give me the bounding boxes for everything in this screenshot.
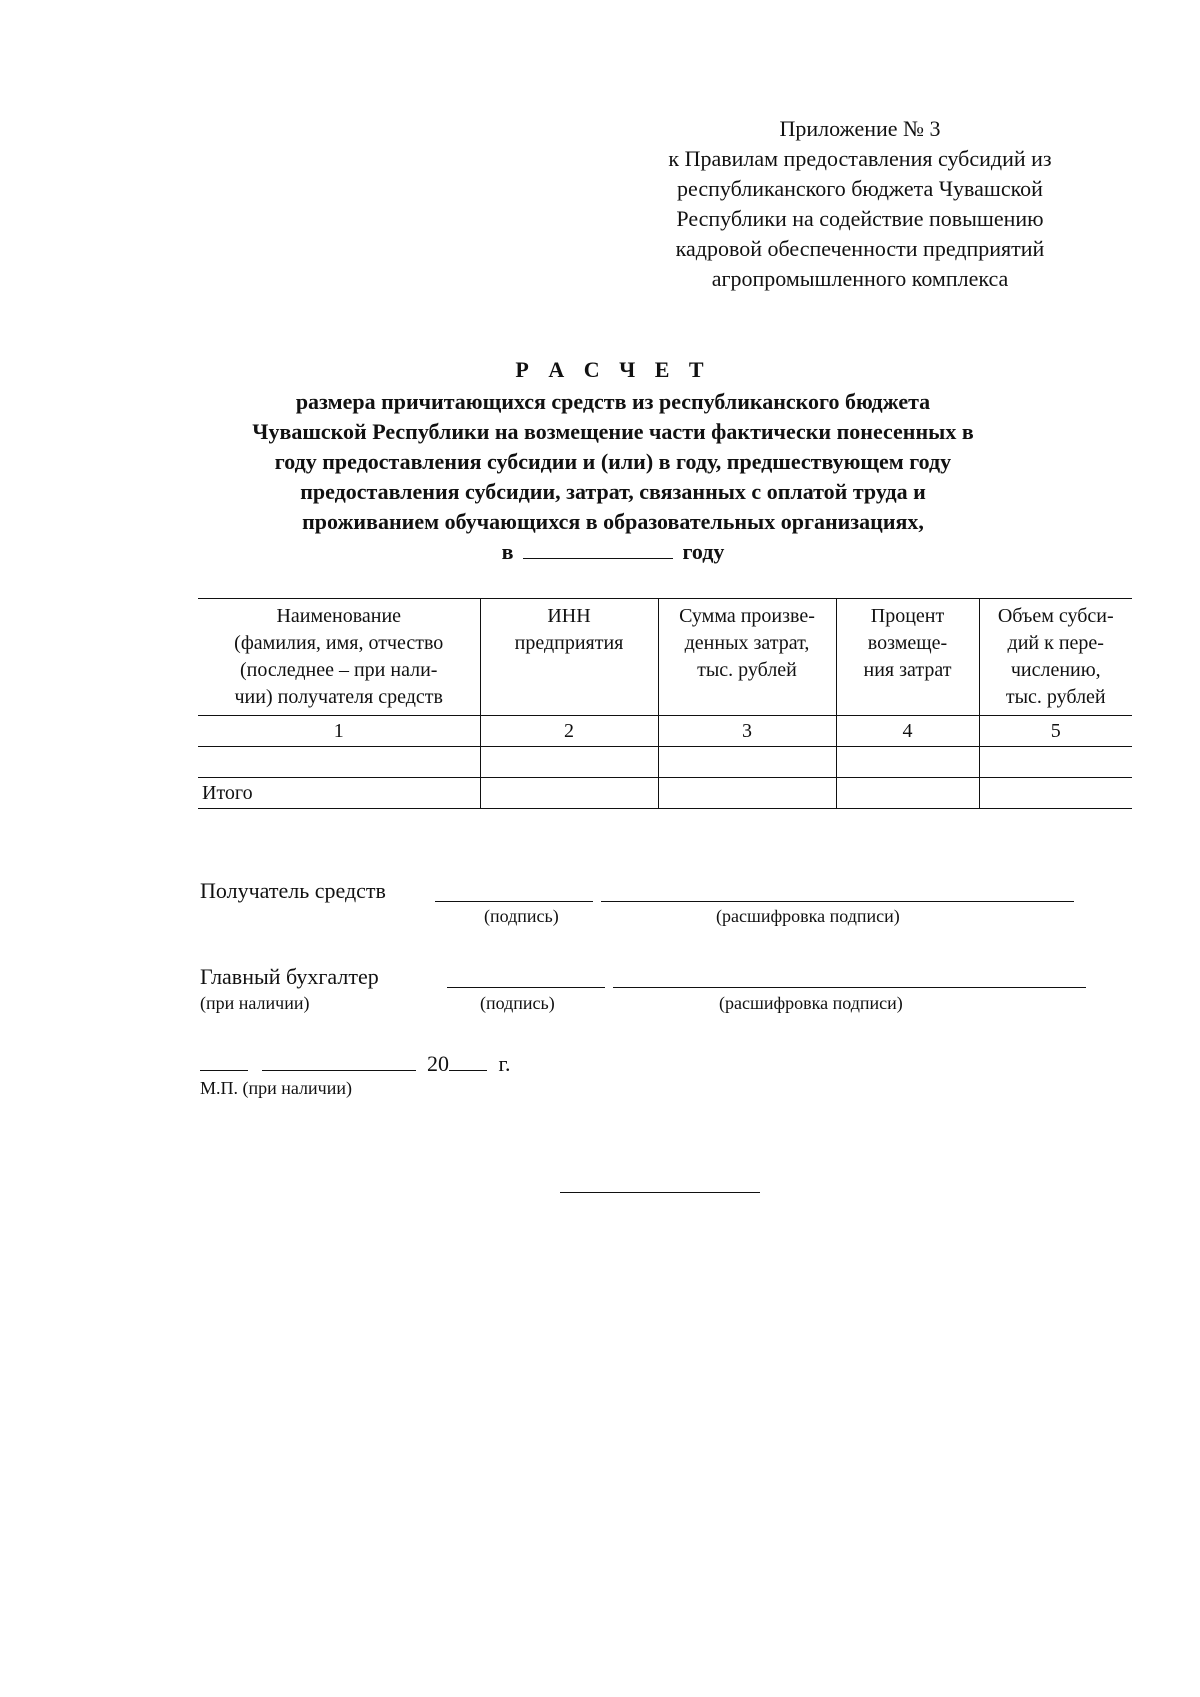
header-text: Объем субси- bbox=[997, 605, 1114, 627]
year-suffix: г. bbox=[498, 1051, 511, 1076]
appendix-line: кадровой обеспеченности предприятий bbox=[675, 236, 1045, 261]
header-text: Сумма произве- bbox=[679, 605, 815, 627]
column-number: 1 bbox=[198, 716, 480, 747]
header-text: Наименование bbox=[276, 605, 402, 627]
header-text: предприятия bbox=[514, 632, 624, 654]
header-text: (фамилия, имя, отчество bbox=[234, 632, 444, 654]
table-row bbox=[198, 747, 1132, 778]
header-text: ния затрат bbox=[863, 659, 952, 681]
table-cell[interactable] bbox=[198, 747, 480, 778]
year-suffix: году bbox=[682, 539, 725, 564]
header-text: числению, bbox=[1010, 659, 1101, 681]
table-cell[interactable] bbox=[658, 778, 836, 809]
header-subsidy-volume bbox=[979, 599, 1132, 716]
header-text: денных затрат, bbox=[684, 632, 810, 654]
header-text: дий к пере- bbox=[1007, 632, 1104, 654]
year-field[interactable] bbox=[449, 1050, 487, 1071]
table-cell[interactable] bbox=[480, 778, 658, 809]
year-prefix: 20 bbox=[427, 1051, 449, 1076]
appendix-line: агропромышленного комплекса bbox=[711, 266, 1009, 291]
stamp-note: М.П. (при наличии) bbox=[200, 1078, 352, 1098]
table-header-row bbox=[198, 599, 1132, 716]
footer-divider bbox=[560, 1192, 760, 1193]
header-text: чии) получателя средств bbox=[234, 686, 443, 708]
title-line: предоставления субсидии, затрат, связанных с оплатой труда и bbox=[300, 479, 926, 504]
appendix-line: республиканского бюджета Чувашской bbox=[677, 176, 1043, 201]
chief-accountant-note: (при наличии) bbox=[200, 993, 310, 1013]
recipient-decoding-field[interactable] bbox=[601, 901, 1074, 902]
column-number: 4 bbox=[836, 716, 979, 747]
total-row bbox=[198, 778, 1132, 809]
recipient-label: Получатель средств bbox=[200, 878, 386, 903]
accountant-decoding-field[interactable] bbox=[613, 987, 1086, 988]
decoding-caption: (расшифровка подписи) bbox=[719, 993, 903, 1013]
date-line bbox=[200, 1050, 511, 1077]
table-cell[interactable] bbox=[836, 747, 979, 778]
header-recipient-name bbox=[198, 599, 480, 716]
title-year-line bbox=[190, 537, 1036, 567]
accountant-signature-field[interactable] bbox=[447, 987, 605, 988]
column-number: 3 bbox=[658, 716, 836, 747]
total-label: Итого bbox=[198, 778, 480, 809]
column-number: 2 bbox=[480, 716, 658, 747]
header-text: (последнее – при нали- bbox=[240, 659, 438, 681]
chief-accountant-label: Главный бухгалтер bbox=[200, 964, 379, 989]
calculation-table bbox=[198, 598, 1132, 809]
column-number-row bbox=[198, 716, 1132, 747]
header-text: возмеще- bbox=[867, 632, 948, 654]
header-text: Процент bbox=[870, 605, 945, 627]
header-inn bbox=[480, 599, 658, 716]
header-text: ИНН bbox=[547, 605, 591, 627]
table-cell[interactable] bbox=[480, 747, 658, 778]
year-blank-field[interactable] bbox=[523, 538, 673, 559]
appendix-header bbox=[620, 114, 1100, 294]
day-field[interactable] bbox=[200, 1050, 248, 1071]
signature-caption: (подпись) bbox=[480, 993, 555, 1013]
document-title bbox=[190, 355, 1036, 567]
decoding-caption: (расшифровка подписи) bbox=[716, 906, 900, 926]
header-costs-sum bbox=[658, 599, 836, 716]
table-cell[interactable] bbox=[979, 778, 1132, 809]
month-field[interactable] bbox=[262, 1050, 416, 1071]
title-line: Чувашской Республики на возмещение части фактически понесенных в bbox=[252, 419, 974, 444]
title-heading: Р А С Ч Е Т bbox=[515, 357, 711, 382]
table-cell[interactable] bbox=[979, 747, 1132, 778]
appendix-line: Приложение № 3 bbox=[779, 116, 941, 141]
appendix-line: Республики на содействие повышению bbox=[676, 206, 1044, 231]
appendix-line: к Правилам предоставления субсидий из bbox=[668, 146, 1052, 171]
table-cell[interactable] bbox=[658, 747, 836, 778]
header-text: тыс. рублей bbox=[1005, 686, 1106, 708]
table-cell[interactable] bbox=[836, 778, 979, 809]
title-line: году предоставления субсидии и (или) в году, предшествующем году bbox=[274, 449, 952, 474]
year-prefix: в bbox=[501, 539, 514, 564]
recipient-signature-field[interactable] bbox=[435, 901, 593, 902]
title-line: проживанием обучающихся в образовательных организациях, bbox=[302, 509, 924, 534]
header-text: тыс. рублей bbox=[697, 659, 797, 681]
header-reimbursement-percent bbox=[836, 599, 979, 716]
column-number: 5 bbox=[979, 716, 1132, 747]
signature-caption: (подпись) bbox=[484, 906, 559, 926]
title-line: размера причитающихся средств из республиканского бюджета bbox=[295, 389, 931, 414]
